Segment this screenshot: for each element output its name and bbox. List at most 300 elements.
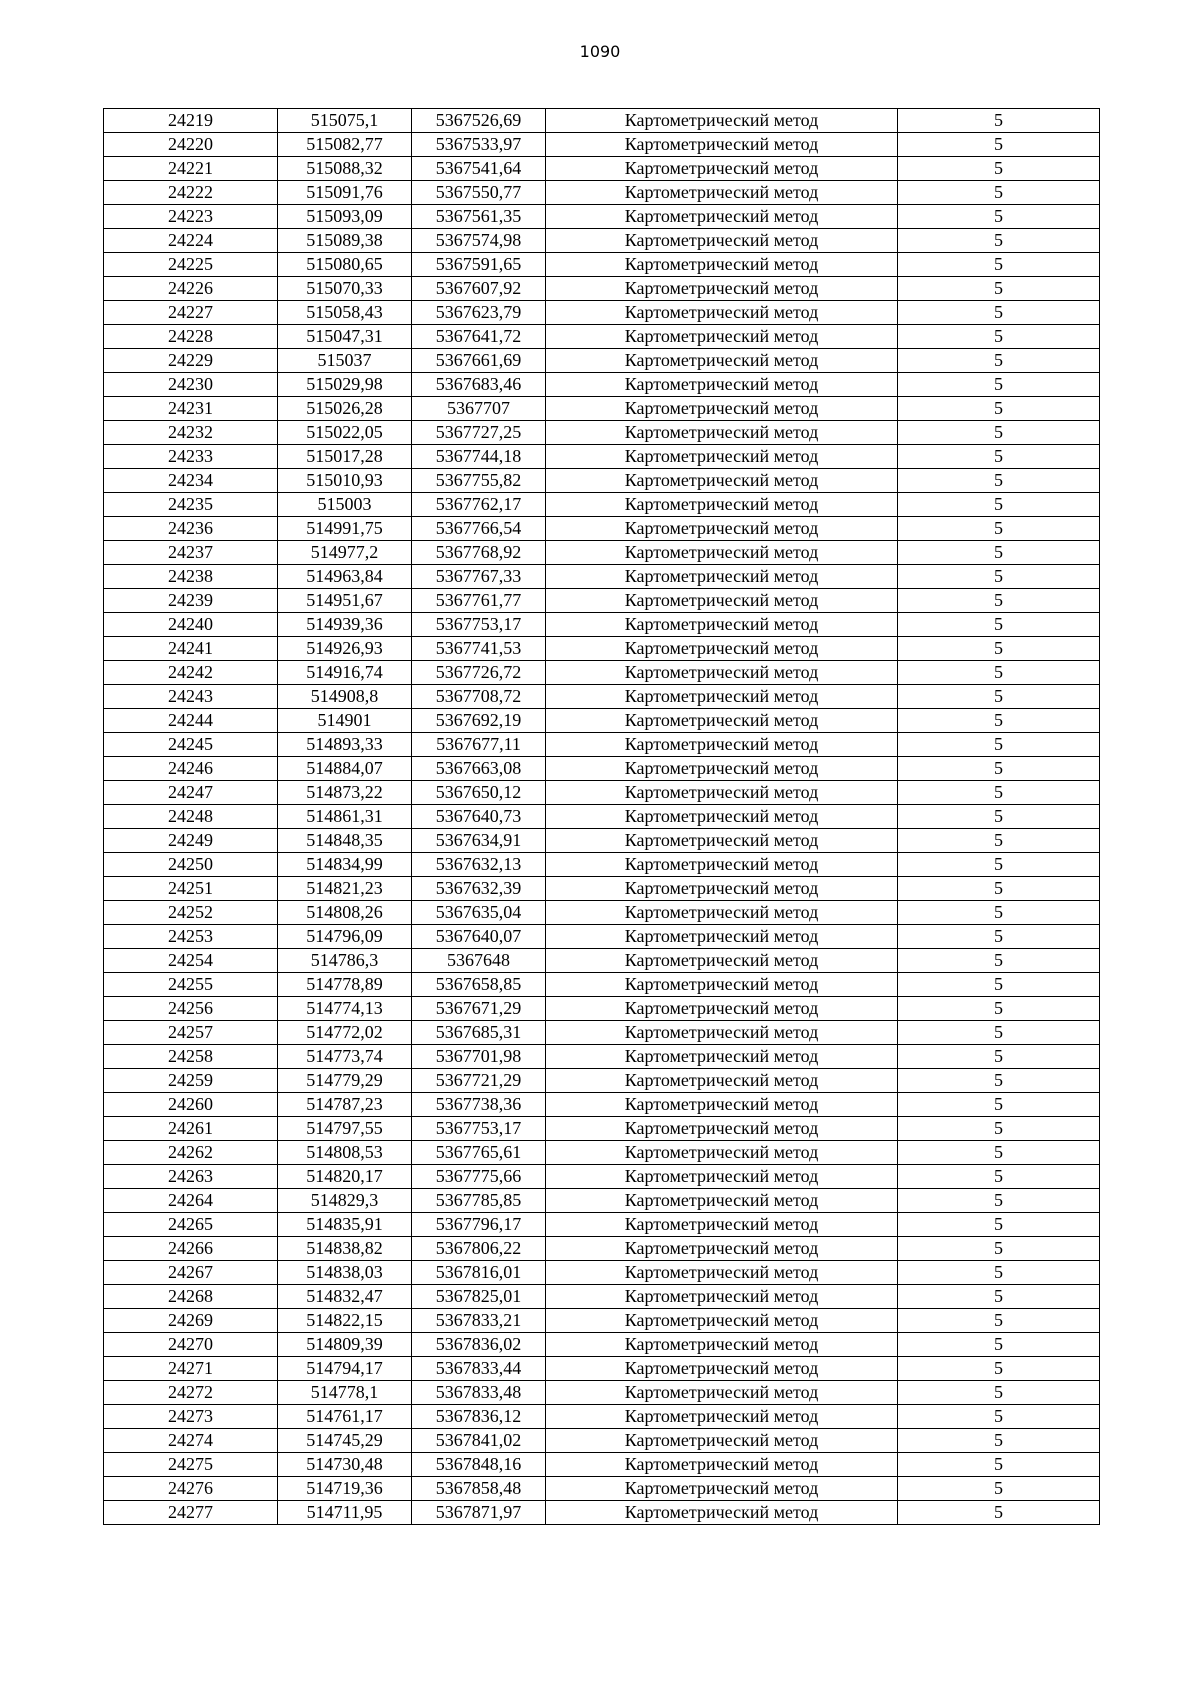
table-row (104, 1429, 1100, 1453)
x-coordinate-cell: 514832,47 (278, 1285, 412, 1309)
accuracy-cell: 5 (898, 829, 1100, 853)
method-cell: Картометрический метод (546, 133, 898, 157)
method-cell: Картометрический метод (546, 421, 898, 445)
y-coordinate-cell: 5367833,44 (412, 1357, 546, 1381)
x-coordinate-cell: 514821,23 (278, 877, 412, 901)
table-row (104, 925, 1100, 949)
x-coordinate-cell: 515010,93 (278, 469, 412, 493)
y-coordinate-cell: 5367607,92 (412, 277, 546, 301)
table-row (104, 829, 1100, 853)
x-coordinate-cell: 514977,2 (278, 541, 412, 565)
method-cell: Картометрический метод (546, 853, 898, 877)
y-coordinate-cell: 5367640,73 (412, 805, 546, 829)
accuracy-cell: 5 (898, 301, 1100, 325)
y-coordinate-cell: 5367741,53 (412, 637, 546, 661)
point-number-cell: 24231 (104, 397, 278, 421)
x-coordinate-cell: 515070,33 (278, 277, 412, 301)
table-row (104, 901, 1100, 925)
table-row (104, 1333, 1100, 1357)
table-row (104, 373, 1100, 397)
y-coordinate-cell: 5367692,19 (412, 709, 546, 733)
accuracy-cell: 5 (898, 1333, 1100, 1357)
point-number-cell: 24257 (104, 1021, 278, 1045)
method-cell: Картометрический метод (546, 589, 898, 613)
point-number-cell: 24243 (104, 685, 278, 709)
accuracy-cell: 5 (898, 109, 1100, 133)
y-coordinate-cell: 5367671,29 (412, 997, 546, 1021)
point-number-cell: 24246 (104, 757, 278, 781)
accuracy-cell: 5 (898, 277, 1100, 301)
table-row (104, 349, 1100, 373)
coordinates-table-body (104, 109, 1100, 1525)
point-number-cell: 24234 (104, 469, 278, 493)
x-coordinate-cell: 514820,17 (278, 1165, 412, 1189)
point-number-cell: 24271 (104, 1357, 278, 1381)
method-cell: Картометрический метод (546, 565, 898, 589)
accuracy-cell: 5 (898, 949, 1100, 973)
point-number-cell: 24268 (104, 1285, 278, 1309)
point-number-cell: 24264 (104, 1189, 278, 1213)
x-coordinate-cell: 514991,75 (278, 517, 412, 541)
table-row (104, 541, 1100, 565)
table-row (104, 685, 1100, 709)
method-cell: Картометрический метод (546, 109, 898, 133)
table-row (104, 1501, 1100, 1525)
point-number-cell: 24274 (104, 1429, 278, 1453)
point-number-cell: 24249 (104, 829, 278, 853)
table-row (104, 1357, 1100, 1381)
x-coordinate-cell: 514711,95 (278, 1501, 412, 1525)
accuracy-cell: 5 (898, 1141, 1100, 1165)
method-cell: Картометрический метод (546, 181, 898, 205)
x-coordinate-cell: 514779,29 (278, 1069, 412, 1093)
point-number-cell: 24221 (104, 157, 278, 181)
x-coordinate-cell: 514951,67 (278, 589, 412, 613)
accuracy-cell: 5 (898, 493, 1100, 517)
table-row (104, 397, 1100, 421)
y-coordinate-cell: 5367632,13 (412, 853, 546, 877)
point-number-cell: 24269 (104, 1309, 278, 1333)
x-coordinate-cell: 514939,36 (278, 613, 412, 637)
x-coordinate-cell: 514908,8 (278, 685, 412, 709)
y-coordinate-cell: 5367707 (412, 397, 546, 421)
table-row (104, 253, 1100, 277)
y-coordinate-cell: 5367806,22 (412, 1237, 546, 1261)
y-coordinate-cell: 5367526,69 (412, 109, 546, 133)
accuracy-cell: 5 (898, 517, 1100, 541)
point-number-cell: 24276 (104, 1477, 278, 1501)
table-row (104, 1165, 1100, 1189)
method-cell: Картометрический метод (546, 301, 898, 325)
method-cell: Картометрический метод (546, 253, 898, 277)
point-number-cell: 24230 (104, 373, 278, 397)
accuracy-cell: 5 (898, 1021, 1100, 1045)
accuracy-cell: 5 (898, 181, 1100, 205)
y-coordinate-cell: 5367650,12 (412, 781, 546, 805)
table-row (104, 1477, 1100, 1501)
y-coordinate-cell: 5367848,16 (412, 1453, 546, 1477)
y-coordinate-cell: 5367701,98 (412, 1045, 546, 1069)
accuracy-cell: 5 (898, 1405, 1100, 1429)
method-cell: Картометрический метод (546, 1213, 898, 1237)
x-coordinate-cell: 514719,36 (278, 1477, 412, 1501)
x-coordinate-cell: 514787,23 (278, 1093, 412, 1117)
point-number-cell: 24242 (104, 661, 278, 685)
x-coordinate-cell: 514893,33 (278, 733, 412, 757)
table-row (104, 445, 1100, 469)
y-coordinate-cell: 5367658,85 (412, 973, 546, 997)
y-coordinate-cell: 5367541,64 (412, 157, 546, 181)
y-coordinate-cell: 5367753,17 (412, 613, 546, 637)
x-coordinate-cell: 514901 (278, 709, 412, 733)
accuracy-cell: 5 (898, 685, 1100, 709)
table-row (104, 157, 1100, 181)
method-cell: Картометрический метод (546, 637, 898, 661)
method-cell: Картометрический метод (546, 325, 898, 349)
x-coordinate-cell: 514808,26 (278, 901, 412, 925)
accuracy-cell: 5 (898, 637, 1100, 661)
accuracy-cell: 5 (898, 733, 1100, 757)
accuracy-cell: 5 (898, 253, 1100, 277)
table-row (104, 709, 1100, 733)
y-coordinate-cell: 5367825,01 (412, 1285, 546, 1309)
point-number-cell: 24273 (104, 1405, 278, 1429)
point-number-cell: 24258 (104, 1045, 278, 1069)
y-coordinate-cell: 5367640,07 (412, 925, 546, 949)
x-coordinate-cell: 514848,35 (278, 829, 412, 853)
point-number-cell: 24245 (104, 733, 278, 757)
point-number-cell: 24277 (104, 1501, 278, 1525)
y-coordinate-cell: 5367775,66 (412, 1165, 546, 1189)
method-cell: Картометрический метод (546, 829, 898, 853)
method-cell: Картометрический метод (546, 517, 898, 541)
table-row (104, 949, 1100, 973)
point-number-cell: 24260 (104, 1093, 278, 1117)
point-number-cell: 24250 (104, 853, 278, 877)
accuracy-cell: 5 (898, 1237, 1100, 1261)
y-coordinate-cell: 5367871,97 (412, 1501, 546, 1525)
point-number-cell: 24266 (104, 1237, 278, 1261)
method-cell: Картометрический метод (546, 1285, 898, 1309)
table-row (104, 1453, 1100, 1477)
point-number-cell: 24240 (104, 613, 278, 637)
accuracy-cell: 5 (898, 709, 1100, 733)
accuracy-cell: 5 (898, 1357, 1100, 1381)
table-row (104, 1309, 1100, 1333)
accuracy-cell: 5 (898, 325, 1100, 349)
method-cell: Картометрический метод (546, 469, 898, 493)
table-row (104, 877, 1100, 901)
accuracy-cell: 5 (898, 805, 1100, 829)
x-coordinate-cell: 514772,02 (278, 1021, 412, 1045)
y-coordinate-cell: 5367634,91 (412, 829, 546, 853)
accuracy-cell: 5 (898, 1261, 1100, 1285)
x-coordinate-cell: 514829,3 (278, 1189, 412, 1213)
accuracy-cell: 5 (898, 373, 1100, 397)
table-row (104, 1069, 1100, 1093)
table-row (104, 637, 1100, 661)
x-coordinate-cell: 514834,99 (278, 853, 412, 877)
point-number-cell: 24252 (104, 901, 278, 925)
x-coordinate-cell: 514809,39 (278, 1333, 412, 1357)
method-cell: Картометрический метод (546, 229, 898, 253)
method-cell: Картометрический метод (546, 1141, 898, 1165)
accuracy-cell: 5 (898, 421, 1100, 445)
table-row (104, 469, 1100, 493)
method-cell: Картометрический метод (546, 613, 898, 637)
point-number-cell: 24259 (104, 1069, 278, 1093)
method-cell: Картометрический метод (546, 277, 898, 301)
point-number-cell: 24236 (104, 517, 278, 541)
table-row (104, 1285, 1100, 1309)
point-number-cell: 24265 (104, 1213, 278, 1237)
method-cell: Картометрический метод (546, 1429, 898, 1453)
y-coordinate-cell: 5367561,35 (412, 205, 546, 229)
accuracy-cell: 5 (898, 661, 1100, 685)
x-coordinate-cell: 515037 (278, 349, 412, 373)
y-coordinate-cell: 5367836,02 (412, 1333, 546, 1357)
table-row (104, 733, 1100, 757)
table-row (104, 1381, 1100, 1405)
method-cell: Картометрический метод (546, 1405, 898, 1429)
method-cell: Картометрический метод (546, 541, 898, 565)
table-row (104, 997, 1100, 1021)
x-coordinate-cell: 515093,09 (278, 205, 412, 229)
accuracy-cell: 5 (898, 1501, 1100, 1525)
method-cell: Картометрический метод (546, 949, 898, 973)
method-cell: Картометрический метод (546, 1261, 898, 1285)
table-row (104, 205, 1100, 229)
x-coordinate-cell: 515022,05 (278, 421, 412, 445)
accuracy-cell: 5 (898, 205, 1100, 229)
y-coordinate-cell: 5367766,54 (412, 517, 546, 541)
point-number-cell: 24254 (104, 949, 278, 973)
table-row (104, 181, 1100, 205)
x-coordinate-cell: 514838,03 (278, 1261, 412, 1285)
y-coordinate-cell: 5367591,65 (412, 253, 546, 277)
method-cell: Картометрический метод (546, 157, 898, 181)
y-coordinate-cell: 5367623,79 (412, 301, 546, 325)
point-number-cell: 24225 (104, 253, 278, 277)
point-number-cell: 24222 (104, 181, 278, 205)
x-coordinate-cell: 514778,89 (278, 973, 412, 997)
accuracy-cell: 5 (898, 877, 1100, 901)
x-coordinate-cell: 515026,28 (278, 397, 412, 421)
accuracy-cell: 5 (898, 565, 1100, 589)
table-row (104, 1021, 1100, 1045)
accuracy-cell: 5 (898, 229, 1100, 253)
x-coordinate-cell: 514861,31 (278, 805, 412, 829)
point-number-cell: 24220 (104, 133, 278, 157)
x-coordinate-cell: 515017,28 (278, 445, 412, 469)
method-cell: Картометрический метод (546, 1045, 898, 1069)
x-coordinate-cell: 514730,48 (278, 1453, 412, 1477)
x-coordinate-cell: 515058,43 (278, 301, 412, 325)
y-coordinate-cell: 5367663,08 (412, 757, 546, 781)
table-row (104, 1093, 1100, 1117)
accuracy-cell: 5 (898, 1381, 1100, 1405)
accuracy-cell: 5 (898, 973, 1100, 997)
y-coordinate-cell: 5367533,97 (412, 133, 546, 157)
y-coordinate-cell: 5367683,46 (412, 373, 546, 397)
table-row (104, 277, 1100, 301)
method-cell: Картометрический метод (546, 349, 898, 373)
y-coordinate-cell: 5367726,72 (412, 661, 546, 685)
table-row (104, 493, 1100, 517)
table-row (104, 1405, 1100, 1429)
accuracy-cell: 5 (898, 925, 1100, 949)
accuracy-cell: 5 (898, 1069, 1100, 1093)
accuracy-cell: 5 (898, 613, 1100, 637)
y-coordinate-cell: 5367785,85 (412, 1189, 546, 1213)
table-row (104, 973, 1100, 997)
y-coordinate-cell: 5367635,04 (412, 901, 546, 925)
y-coordinate-cell: 5367661,69 (412, 349, 546, 373)
point-number-cell: 24275 (104, 1453, 278, 1477)
accuracy-cell: 5 (898, 1165, 1100, 1189)
method-cell: Картометрический метод (546, 733, 898, 757)
y-coordinate-cell: 5367641,72 (412, 325, 546, 349)
x-coordinate-cell: 514773,74 (278, 1045, 412, 1069)
method-cell: Картометрический метод (546, 709, 898, 733)
y-coordinate-cell: 5367762,17 (412, 493, 546, 517)
table-row (104, 589, 1100, 613)
point-number-cell: 24224 (104, 229, 278, 253)
method-cell: Картометрический метод (546, 1117, 898, 1141)
method-cell: Картометрический метод (546, 1093, 898, 1117)
y-coordinate-cell: 5367767,33 (412, 565, 546, 589)
method-cell: Картометрический метод (546, 1309, 898, 1333)
point-number-cell: 24241 (104, 637, 278, 661)
accuracy-cell: 5 (898, 901, 1100, 925)
page-number: 1090 (579, 42, 621, 61)
table-row (104, 133, 1100, 157)
x-coordinate-cell: 515047,31 (278, 325, 412, 349)
y-coordinate-cell: 5367632,39 (412, 877, 546, 901)
method-cell: Картометрический метод (546, 805, 898, 829)
y-coordinate-cell: 5367550,77 (412, 181, 546, 205)
table-row (104, 1213, 1100, 1237)
x-coordinate-cell: 514778,1 (278, 1381, 412, 1405)
table-row (104, 421, 1100, 445)
x-coordinate-cell: 515082,77 (278, 133, 412, 157)
point-number-cell: 24263 (104, 1165, 278, 1189)
method-cell: Картометрический метод (546, 685, 898, 709)
x-coordinate-cell: 515080,65 (278, 253, 412, 277)
point-number-cell: 24272 (104, 1381, 278, 1405)
table-row (104, 781, 1100, 805)
x-coordinate-cell: 514796,09 (278, 925, 412, 949)
y-coordinate-cell: 5367574,98 (412, 229, 546, 253)
y-coordinate-cell: 5367753,17 (412, 1117, 546, 1141)
method-cell: Картометрический метод (546, 205, 898, 229)
accuracy-cell: 5 (898, 1117, 1100, 1141)
x-coordinate-cell: 514797,55 (278, 1117, 412, 1141)
x-coordinate-cell: 514873,22 (278, 781, 412, 805)
table-row (104, 1117, 1100, 1141)
point-number-cell: 24247 (104, 781, 278, 805)
point-number-cell: 24229 (104, 349, 278, 373)
x-coordinate-cell: 514761,17 (278, 1405, 412, 1429)
method-cell: Картометрический метод (546, 925, 898, 949)
x-coordinate-cell: 514745,29 (278, 1429, 412, 1453)
x-coordinate-cell: 514794,17 (278, 1357, 412, 1381)
accuracy-cell: 5 (898, 1285, 1100, 1309)
table-row (104, 1045, 1100, 1069)
method-cell: Картометрический метод (546, 1357, 898, 1381)
point-number-cell: 24255 (104, 973, 278, 997)
table-row (104, 853, 1100, 877)
x-coordinate-cell: 515089,38 (278, 229, 412, 253)
point-number-cell: 24219 (104, 109, 278, 133)
x-coordinate-cell: 514835,91 (278, 1213, 412, 1237)
x-coordinate-cell: 514916,74 (278, 661, 412, 685)
accuracy-cell: 5 (898, 349, 1100, 373)
point-number-cell: 24267 (104, 1261, 278, 1285)
accuracy-cell: 5 (898, 757, 1100, 781)
y-coordinate-cell: 5367768,92 (412, 541, 546, 565)
y-coordinate-cell: 5367833,48 (412, 1381, 546, 1405)
x-coordinate-cell: 515003 (278, 493, 412, 517)
table-row (104, 517, 1100, 541)
method-cell: Картометрический метод (546, 397, 898, 421)
accuracy-cell: 5 (898, 1045, 1100, 1069)
method-cell: Картометрический метод (546, 1237, 898, 1261)
point-number-cell: 24228 (104, 325, 278, 349)
y-coordinate-cell: 5367721,29 (412, 1069, 546, 1093)
y-coordinate-cell: 5367738,36 (412, 1093, 546, 1117)
table-row (104, 805, 1100, 829)
method-cell: Картометрический метод (546, 1165, 898, 1189)
point-number-cell: 24238 (104, 565, 278, 589)
accuracy-cell: 5 (898, 997, 1100, 1021)
accuracy-cell: 5 (898, 157, 1100, 181)
x-coordinate-cell: 515075,1 (278, 109, 412, 133)
point-number-cell: 24244 (104, 709, 278, 733)
method-cell: Картометрический метод (546, 373, 898, 397)
method-cell: Картометрический метод (546, 877, 898, 901)
y-coordinate-cell: 5367744,18 (412, 445, 546, 469)
x-coordinate-cell: 515088,32 (278, 157, 412, 181)
coordinates-table (103, 108, 1100, 1525)
x-coordinate-cell: 514786,3 (278, 949, 412, 973)
accuracy-cell: 5 (898, 133, 1100, 157)
point-number-cell: 24223 (104, 205, 278, 229)
method-cell: Картометрический метод (546, 1021, 898, 1045)
point-number-cell: 24262 (104, 1141, 278, 1165)
table-row (104, 1189, 1100, 1213)
table-row (104, 325, 1100, 349)
accuracy-cell: 5 (898, 445, 1100, 469)
method-cell: Картометрический метод (546, 757, 898, 781)
x-coordinate-cell: 514884,07 (278, 757, 412, 781)
accuracy-cell: 5 (898, 541, 1100, 565)
accuracy-cell: 5 (898, 589, 1100, 613)
y-coordinate-cell: 5367765,61 (412, 1141, 546, 1165)
y-coordinate-cell: 5367755,82 (412, 469, 546, 493)
accuracy-cell: 5 (898, 1453, 1100, 1477)
y-coordinate-cell: 5367685,31 (412, 1021, 546, 1045)
accuracy-cell: 5 (898, 1309, 1100, 1333)
method-cell: Картометрический метод (546, 1381, 898, 1405)
method-cell: Картометрический метод (546, 973, 898, 997)
table-row (104, 565, 1100, 589)
y-coordinate-cell: 5367796,17 (412, 1213, 546, 1237)
method-cell: Картометрический метод (546, 1501, 898, 1525)
accuracy-cell: 5 (898, 1477, 1100, 1501)
table-row (104, 613, 1100, 637)
table-row (104, 109, 1100, 133)
